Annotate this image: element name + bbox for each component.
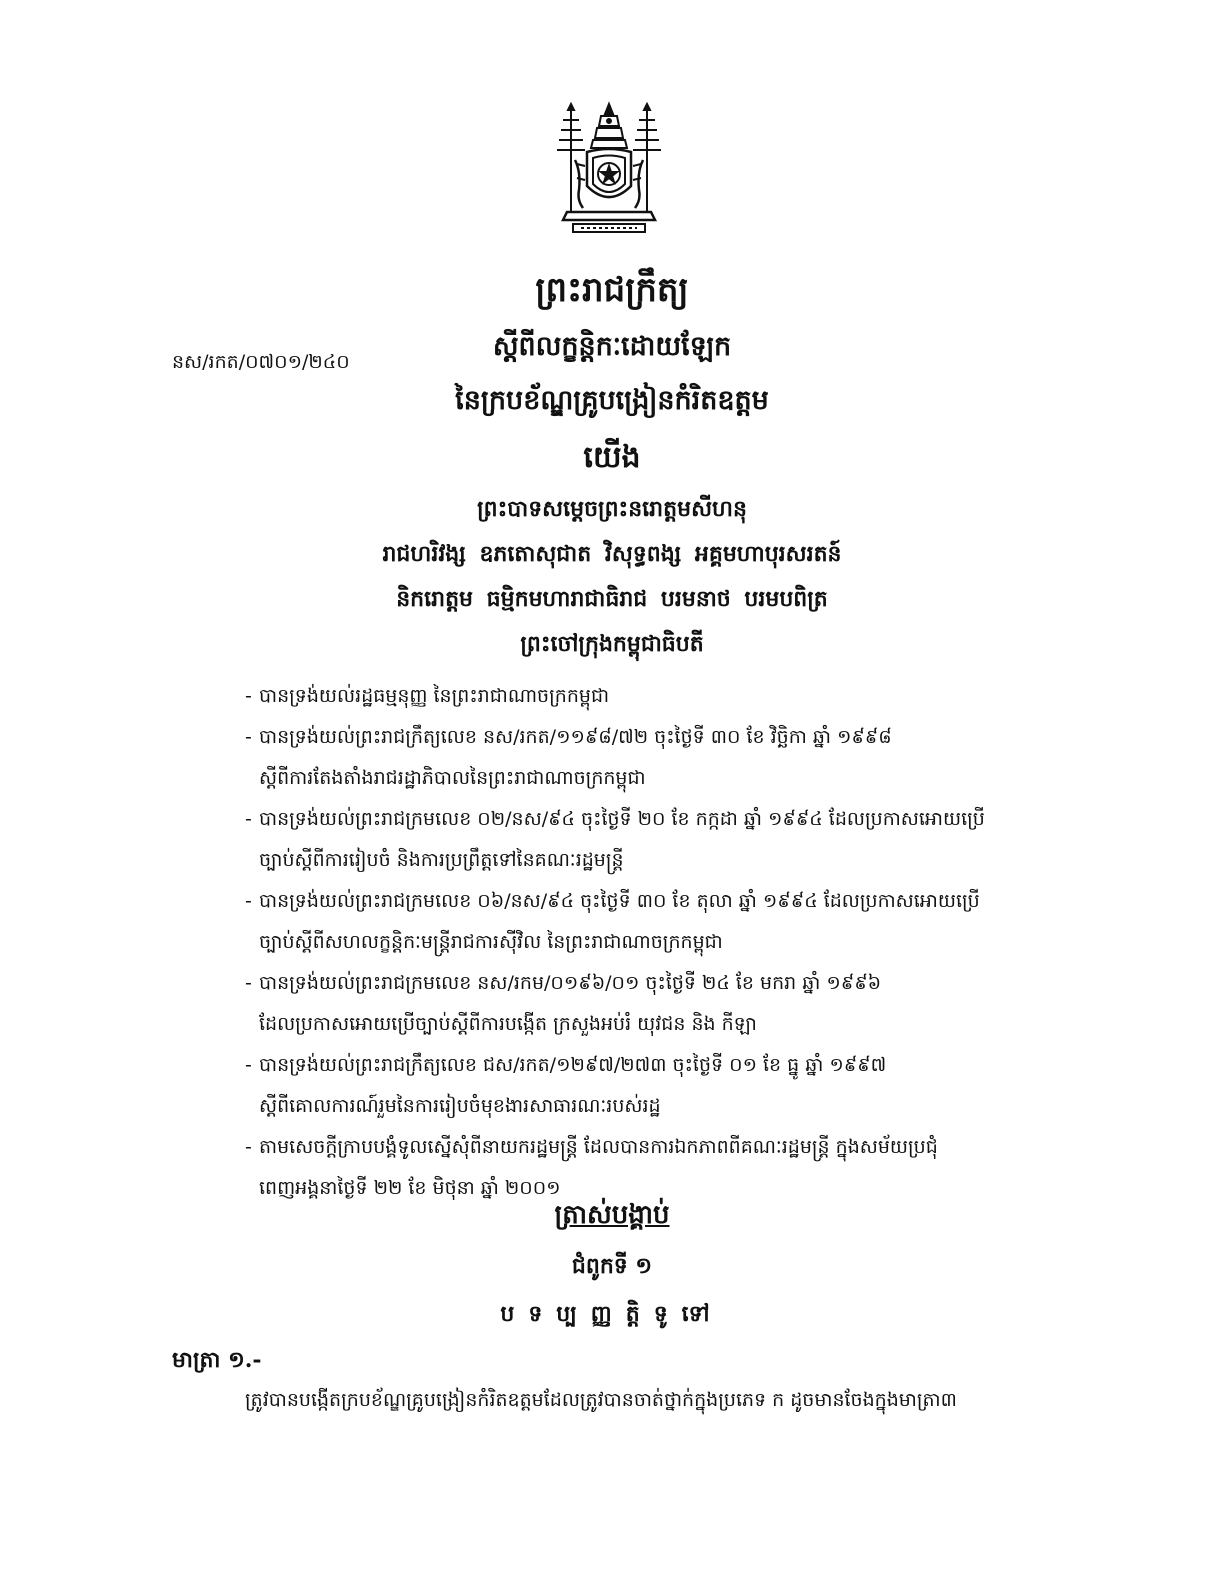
- preamble-clause: [245, 1127, 1065, 1209]
- clause-text-line: ពេញអង្គនាថ្ងៃទី ២២ ខែ មិថុនា ឆ្នាំ ២០០១: [259, 1177, 561, 1199]
- general-provisions-heading: បទប្បញ្ញត្តិទូទៅ: [500, 1301, 724, 1327]
- chapter-heading: ជំពូកទី ១: [571, 1253, 653, 1279]
- bullet-dash: -: [245, 1136, 252, 1158]
- clause-text-line: បានទ្រង់យល់ព្រះរាជក្រមលេខ ០៦/នស/៩៤ ចុះថ្ងៃទី ៣០ ខែ តុលា ឆ្នាំ ១៩៩៤ ដែលប្រកាសអោយប្រើ: [259, 890, 980, 912]
- clause-text-line: បានទ្រង់យល់ព្រះរាជក្រមលេខ ០២/នស/៩៤ ចុះថ្ងៃទី ២០ ខែ កក្កដា ឆ្នាំ ១៩៩៤ ដែលប្រកាសអោយប្រើ: [259, 808, 985, 830]
- document-title: ព្រះរាជក្រឹត្យ: [535, 270, 689, 310]
- clause-text-line: បានទ្រង់យល់ព្រះរាជក្រមលេខ នស/រកម/០១៩៦/០១ ចុះថ្ងៃទី ២៤ ខែ មករា ឆ្នាំ ១៩៩៦: [259, 972, 882, 994]
- clause-text-line: បានទ្រង់យល់ព្រះរាជក្រឹត្យលេខ ជស/រកត/១២៩៧/២៧៣ ចុះថ្ងៃទី ០១ ខែ ធ្នូ ឆ្នាំ ១៩៩៧: [259, 1054, 887, 1076]
- preamble-clause: [245, 1045, 1065, 1127]
- clause-text-line: ស្ដីពីការតែងតាំងរាជរដ្ឋាភិបាលនៃព្រះរាជាណាចក្រកម្ពុជា: [259, 767, 646, 789]
- bullet-dash: -: [245, 726, 252, 748]
- clause-text-line: ច្បាប់ស្ដីពីការរៀបចំ និងការប្រព្រឹត្តទៅនៃគណៈរដ្ឋមន្ត្រី: [259, 849, 624, 871]
- king-title-line-4: ព្រះចៅក្រុងកម្ពុជាធិបតី: [520, 631, 704, 657]
- preamble-clause: [245, 676, 1065, 717]
- bullet-dash: -: [245, 972, 252, 994]
- clause-text-line: ស្ដីពីគោលការណ៍រួមនៃការរៀបចំមុខងារសាធារណៈរបស់រដ្ឋ: [259, 1095, 661, 1117]
- clause-text-line: បានទ្រង់យល់រដ្ឋធម្មនុញ្ញ នៃព្រះរាជាណាចក្រកម្ពុជា: [259, 685, 610, 707]
- document-reference-number: នស/រកត/០៧០១/២៤០: [172, 351, 350, 373]
- clause-text-line: បានទ្រង់យល់ព្រះរាជក្រឹត្យលេខ នស/រកត/១១៩៨/៧២ ចុះថ្ងៃទី ៣០ ខែ វិច្ឆិកា ឆ្នាំ ១៩៩៨: [259, 726, 892, 748]
- king-title-line-1: ព្រះបាទសម្ដេចព្រះនរោត្តមសីហនុ: [477, 496, 747, 522]
- decree-heading: ត្រាស់បង្គាប់: [554, 1200, 670, 1230]
- bullet-dash: -: [245, 890, 252, 912]
- preamble-clause: [245, 717, 1065, 799]
- clause-text-line: ច្បាប់ស្ដីពីសហលក្ខន្តិកៈមន្ត្រីរាជការស៊ីវិល នៃព្រះរាជាណាចក្រកម្ពុជា: [259, 931, 723, 953]
- we-heading: យើង: [583, 440, 641, 475]
- document-subtitle-line-2: នៃក្របខ័ណ្ឌគ្រូបង្រៀនកំរិតឧត្ដម: [455, 385, 769, 416]
- article-body-text: ត្រូវបានបង្កើតក្របខ័ណ្ឌគ្រូបង្រៀនកំរិតឧត្ដមដែលត្រូវបានចាត់ថ្នាក់ក្នុងប្រភេទ ក ដូចមានចែងក្នុងមាត្រា៣: [245, 1389, 957, 1411]
- king-title-line-2: រាជហរិវង្ស ឧភតោសុជាត វិសុទ្ធពង្ស អគ្គមហាបុរសរតន៍: [382, 541, 842, 567]
- king-title-line-3: និករោត្តម ធម្មិកមហារាជាធិរាជ បរមនាថ បរមបពិត្រ: [396, 586, 828, 612]
- bullet-dash: -: [245, 685, 252, 707]
- clause-text-line: ដែលប្រកាសអោយប្រើច្បាប់ស្ដីពីការបង្កើត ក្រសួងអប់រំ យុវជន និង កីឡា: [259, 1013, 757, 1035]
- preamble-clause: [245, 963, 1065, 1045]
- bullet-dash: -: [245, 1054, 252, 1076]
- clause-text-line: តាមសេចក្ដីក្រាបបង្គំទូលស្នើសុំពីនាយករដ្ឋមន្ត្រី ដែលបានការឯកភាពពីគណៈរដ្ឋមន្ត្រី ក្នុងសម័យប្រជុំ: [259, 1136, 938, 1158]
- preamble-clauses: [245, 676, 1065, 1209]
- document-subtitle-line-1: ស្ដីពីលក្ខន្តិកៈដោយឡែក: [492, 331, 732, 362]
- article-label: មាត្រា ១.-: [172, 1347, 262, 1373]
- royal-coat-of-arms-icon: [553, 100, 665, 236]
- bullet-dash: -: [245, 808, 252, 830]
- preamble-clause: [245, 881, 1065, 963]
- preamble-clause: [245, 799, 1065, 881]
